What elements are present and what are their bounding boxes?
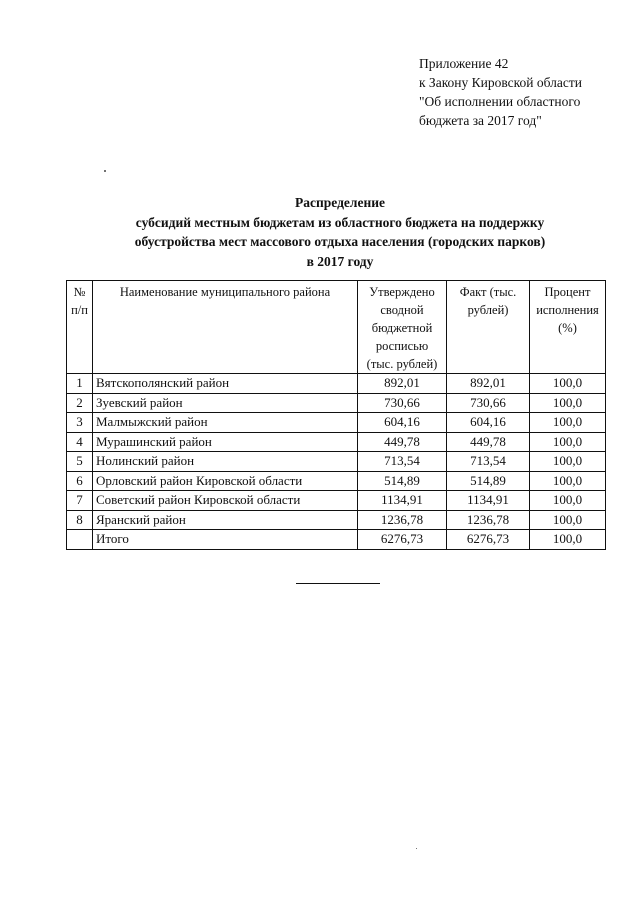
row-name: Яранский район	[93, 510, 358, 530]
table-header-row	[67, 281, 606, 374]
title-line-3: обустройства мест массового отдыха населения (городских парков)	[134, 234, 546, 249]
header-name: Наименование муниципального района	[93, 281, 358, 374]
title-line-4: в 2017 году	[306, 253, 374, 269]
scan-speck	[416, 848, 417, 849]
row-no: 5	[67, 452, 93, 472]
row-no: 1	[67, 374, 93, 394]
title-line-1: Распределение	[294, 195, 386, 210]
appendix-line-1: Приложение 42	[419, 56, 509, 71]
row-approved: 892,01	[358, 374, 447, 394]
row-approved: 730,66	[358, 393, 447, 413]
row-name: Нолинский район	[93, 452, 358, 472]
row-percent: 100,0	[530, 491, 606, 511]
row-approved: 713,54	[358, 452, 447, 472]
title-line-2: субсидий местным бюджетам из областного бюджета на поддержку	[135, 214, 545, 230]
row-name: Мурашинский район	[93, 432, 358, 452]
row-name: Орловский район Кировской области	[93, 471, 358, 491]
row-name: Малмыжский район	[93, 413, 358, 433]
appendix-header	[419, 54, 582, 130]
row-percent: 100,0	[530, 452, 606, 472]
table-row	[67, 471, 606, 491]
row-name: Вятскополянский район	[93, 374, 358, 394]
row-no: 4	[67, 432, 93, 452]
row-fact: 1134,91	[447, 491, 530, 511]
row-approved: 604,16	[358, 413, 447, 433]
row-no: 7	[67, 491, 93, 511]
row-approved: 1134,91	[358, 491, 447, 511]
document-title	[60, 193, 620, 271]
appendix-line-3: "Об исполнении областного	[419, 94, 581, 109]
total-approved: 6276,73	[358, 530, 447, 550]
total-percent: 100,0	[530, 530, 606, 550]
row-approved: 449,78	[358, 432, 447, 452]
row-percent: 100,0	[530, 432, 606, 452]
row-name: Зуевский район	[93, 393, 358, 413]
row-fact: 604,16	[447, 413, 530, 433]
table-row	[67, 374, 606, 394]
total-label: Итого	[93, 530, 358, 550]
table-row	[67, 393, 606, 413]
table-row	[67, 491, 606, 511]
table-row	[67, 452, 606, 472]
total-fact: 6276,73	[447, 530, 530, 550]
row-percent: 100,0	[530, 393, 606, 413]
row-fact: 449,78	[447, 432, 530, 452]
row-no: 8	[67, 510, 93, 530]
total-no	[67, 530, 93, 550]
header-percent: Процент исполнения (%)	[530, 281, 606, 374]
row-percent: 100,0	[530, 510, 606, 530]
header-fact: Факт (тыс. рублей)	[447, 281, 530, 374]
closing-rule-line	[296, 583, 380, 584]
table-row	[67, 510, 606, 530]
header-approved: Утверждено сводной бюджетной росписью (тыс. рублей)	[358, 281, 447, 374]
row-fact: 1236,78	[447, 510, 530, 530]
row-no: 3	[67, 413, 93, 433]
row-fact: 730,66	[447, 393, 530, 413]
row-percent: 100,0	[530, 471, 606, 491]
appendix-line-4: бюджета за 2017 год"	[419, 113, 542, 128]
row-approved: 1236,78	[358, 510, 447, 530]
row-fact: 514,89	[447, 471, 530, 491]
table-row	[67, 432, 606, 452]
table-row	[67, 413, 606, 433]
row-no: 2	[67, 393, 93, 413]
row-fact: 892,01	[447, 374, 530, 394]
row-percent: 100,0	[530, 413, 606, 433]
row-approved: 514,89	[358, 471, 447, 491]
subsidy-table	[66, 280, 606, 550]
row-no: 6	[67, 471, 93, 491]
row-name: Советский район Кировской области	[93, 491, 358, 511]
row-fact: 713,54	[447, 452, 530, 472]
header-no: № п/п	[67, 281, 93, 374]
table-total-row	[67, 530, 606, 550]
row-percent: 100,0	[530, 374, 606, 394]
scan-speck	[104, 170, 106, 172]
appendix-line-2: к Закону Кировской области	[419, 75, 583, 90]
